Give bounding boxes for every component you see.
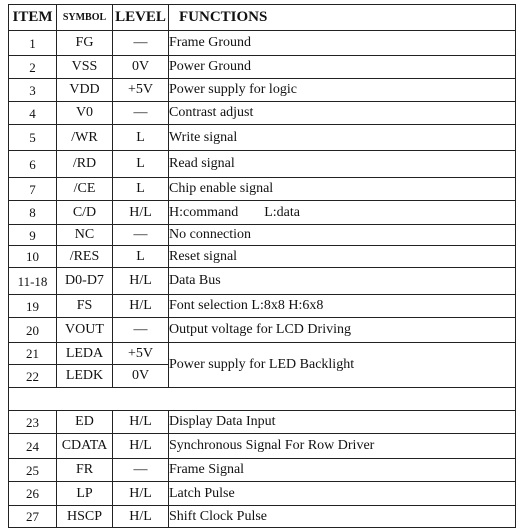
level-cell: L [113, 246, 169, 268]
symbol-cell: VDD [57, 79, 113, 102]
spacer-cell [9, 388, 516, 411]
function-cell: No connection [169, 225, 516, 246]
item-cell: 27 [9, 506, 57, 528]
level-cell: +5V [113, 343, 169, 365]
function-cell: Write signal [169, 125, 516, 151]
symbol-cell: NC [57, 225, 113, 246]
table-row [9, 151, 516, 178]
table-row [9, 268, 516, 295]
symbol-cell: /CE [57, 178, 113, 201]
item-cell: 21 [9, 343, 57, 365]
symbol-cell: CDATA [57, 434, 113, 459]
table-row [9, 459, 516, 482]
function-cell: Read signal [169, 151, 516, 178]
level-cell: 0V [113, 56, 169, 79]
item-cell: 3 [9, 79, 57, 102]
table-row [9, 482, 516, 506]
table-row [9, 201, 516, 225]
symbol-cell: FG [57, 31, 113, 56]
pin-assignment-table [8, 4, 516, 528]
symbol-cell: FS [57, 295, 113, 318]
level-cell: — [113, 459, 169, 482]
table-row [9, 295, 516, 318]
function-cell: Reset signal [169, 246, 516, 268]
function-cell: Synchronous Signal For Row Driver [169, 434, 516, 459]
header-functions: FUNCTIONS [169, 5, 516, 31]
table-row [9, 318, 516, 343]
symbol-cell: HSCP [57, 506, 113, 528]
header-row [9, 5, 516, 31]
table-row [9, 411, 516, 434]
table-row [9, 79, 516, 102]
table-row [9, 56, 516, 79]
item-cell: 8 [9, 201, 57, 225]
function-cell [169, 201, 516, 225]
function-cell: Frame Signal [169, 459, 516, 482]
table-row [9, 125, 516, 151]
symbol-cell: /RD [57, 151, 113, 178]
table-row [9, 31, 516, 56]
symbol-cell: D0-D7 [57, 268, 113, 295]
symbol-cell: LEDA [57, 343, 113, 365]
item-cell: 11-18 [9, 268, 57, 295]
item-cell: 24 [9, 434, 57, 459]
level-cell: 0V [113, 365, 169, 388]
level-cell: H/L [113, 434, 169, 459]
header-item: ITEM [9, 5, 57, 31]
symbol-cell: /WR [57, 125, 113, 151]
function-cell: Power supply for logic [169, 79, 516, 102]
item-cell: 23 [9, 411, 57, 434]
item-cell: 4 [9, 102, 57, 125]
item-cell: 6 [9, 151, 57, 178]
table-row-spacer [9, 388, 516, 411]
function-cell: Power Ground [169, 56, 516, 79]
item-cell: 22 [9, 365, 57, 388]
symbol-cell: C/D [57, 201, 113, 225]
level-cell: +5V [113, 79, 169, 102]
level-cell: L [113, 125, 169, 151]
level-cell: H/L [113, 411, 169, 434]
level-cell: H/L [113, 295, 169, 318]
level-cell: L [113, 151, 169, 178]
item-cell: 1 [9, 31, 57, 56]
led-backlight-function-cell: Power supply for LED Backlight [169, 343, 516, 388]
symbol-cell: /RES [57, 246, 113, 268]
level-cell: — [113, 31, 169, 56]
function-cell: Font selection L:8x8 H:6x8 [169, 295, 516, 318]
function-command-text: H:command [169, 204, 239, 220]
function-data-text: L:data [264, 204, 300, 220]
table-row [9, 343, 516, 365]
header-level: LEVEL [113, 5, 169, 31]
symbol-cell: LEDK [57, 365, 113, 388]
item-cell: 5 [9, 125, 57, 151]
table-row [9, 246, 516, 268]
header-symbol: SYMBOL [57, 5, 113, 31]
table-row [9, 434, 516, 459]
item-cell: 20 [9, 318, 57, 343]
function-cell: Shift Clock Pulse [169, 506, 516, 528]
level-cell: H/L [113, 268, 169, 295]
function-cell: Chip enable signal [169, 178, 516, 201]
symbol-cell: VSS [57, 56, 113, 79]
symbol-cell: V0 [57, 102, 113, 125]
level-cell: H/L [113, 506, 169, 528]
function-cell: Frame Ground [169, 31, 516, 56]
item-cell: 7 [9, 178, 57, 201]
table-row [9, 225, 516, 246]
level-cell: — [113, 225, 169, 246]
level-cell: L [113, 178, 169, 201]
level-cell: H/L [113, 201, 169, 225]
symbol-cell: ED [57, 411, 113, 434]
table-row [9, 102, 516, 125]
function-cell: Data Bus [169, 268, 516, 295]
table-row [9, 178, 516, 201]
symbol-cell: FR [57, 459, 113, 482]
function-cell: Display Data Input [169, 411, 516, 434]
item-cell: 25 [9, 459, 57, 482]
item-cell: 2 [9, 56, 57, 79]
level-cell: — [113, 318, 169, 343]
function-cell: Latch Pulse [169, 482, 516, 506]
item-cell: 19 [9, 295, 57, 318]
item-cell: 26 [9, 482, 57, 506]
level-cell: — [113, 102, 169, 125]
item-cell: 9 [9, 225, 57, 246]
function-cell: Contrast adjust [169, 102, 516, 125]
table-row [9, 506, 516, 528]
symbol-cell: VOUT [57, 318, 113, 343]
symbol-cell: LP [57, 482, 113, 506]
level-cell: H/L [113, 482, 169, 506]
function-cell: Output voltage for LCD Driving [169, 318, 516, 343]
item-cell: 10 [9, 246, 57, 268]
